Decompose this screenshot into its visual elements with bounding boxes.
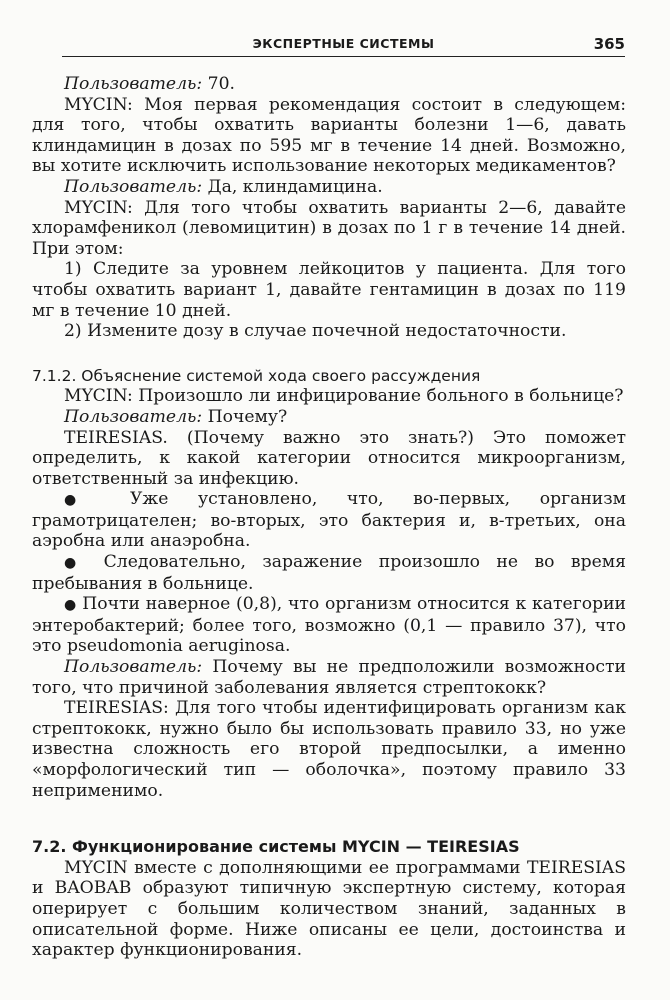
user-reply-70 [32, 74, 626, 95]
bullet-icon: ● [64, 555, 88, 572]
bullet-text: Почти наверное (0,8), что организм относится к категории энтеробактерий; более того, возможно (0,1 — правило 37), что это pseudomonia aeruginosa. [32, 594, 626, 657]
bullet-item [32, 489, 626, 552]
teiresias-answer-2: TEIRESIAS: Для того чтобы идентифицировать организм как стрептококк, нужно было бы использовать правило 33, но уже известна сложность его второй предпосылки, а именно «морфологический тип — оболочка», поэтому правило 33 неприменимо. [32, 698, 626, 801]
page-number: 365 [593, 35, 625, 53]
user-reply-text: Да, клиндамицина. [202, 176, 383, 197]
page-header [62, 34, 625, 57]
user-reply-text: Почему вы не предположили возможности того, что причиной заболевания является стрептококк? [32, 657, 626, 698]
subsection-heading: 7.1.2. Объяснение системой хода своего рассуждения [32, 366, 481, 385]
user-label: Пользователь: [64, 657, 203, 678]
user-label: Пользователь: [64, 176, 203, 197]
user-reply-clindamycin [32, 177, 626, 198]
bullet-icon: ● [64, 492, 101, 509]
bullet-item [32, 552, 626, 594]
user-why [32, 407, 626, 428]
bullet-text: Уже установлено, что, во-первых, организм грамотрицателен; во-вторых, это бактерия и, в-третьих, она аэробна или анаэробна. [32, 489, 627, 552]
user-reply-text: 70. [202, 74, 235, 94]
bullet-item [32, 594, 626, 657]
section-heading: 7.2. Функционирование системы MYCIN — TEIRESIAS [32, 837, 520, 857]
page-body [32, 74, 626, 961]
bullet-text: Следовательно, заражение произошло не во время пребывания в больнице. [32, 552, 626, 594]
mycin-recommendation-1: MYCIN: Моя первая рекомендация состоит в следующем: для того, чтобы охватить варианты болезни 1—6, давать клиндамицин в дозах по 595 мг в течение 14 дней. Возможно, вы хотите исключить использование некоторых медикаментов? [32, 94, 626, 177]
mycin-recommendation-2: MYCIN: Для того чтобы охватить варианты 2—6, давайте хлорамфеникол (левомицитин) в дозах по 1 г в течение 14 дней. При этом: [32, 197, 626, 259]
instruction-2: 2) Измените дозу в случае почечной недостаточности. [64, 321, 567, 342]
teiresias-answer-1: TEIRESIAS. (Почему важно это знать?) Это поможет определить, к какой категории относится микроорганизм, ответственный за инфекцию. [32, 427, 626, 489]
bullet-icon: ● [64, 597, 77, 614]
instruction-1: 1) Следите за уровнем лейкоцитов у пациента. Для того чтобы охватить вариант 1, давайте гентамицин в дозах по 119 мг в течение 10 дней. [32, 259, 626, 321]
user-label: Пользователь: [64, 406, 203, 427]
user-label: Пользователь: [64, 74, 203, 94]
section-paragraph: MYCIN вместе с дополняющими ее программами TEIRESIAS и BAOBAB образуют типичную экспертную систему, которая оперирует с большим количеством знаний, заданных в описательной форме. Ниже описаны ее цели, достоинства и характер функционирования. [32, 857, 626, 961]
running-title: ЭКСПЕРТНЫЕ СИСТЕМЫ [252, 36, 435, 51]
user-reply-text: Почему? [202, 406, 288, 427]
mycin-question: MYCIN: Произошло ли инфицирование больного в больнице? [64, 386, 624, 407]
user-question-streptococcus [32, 657, 626, 698]
